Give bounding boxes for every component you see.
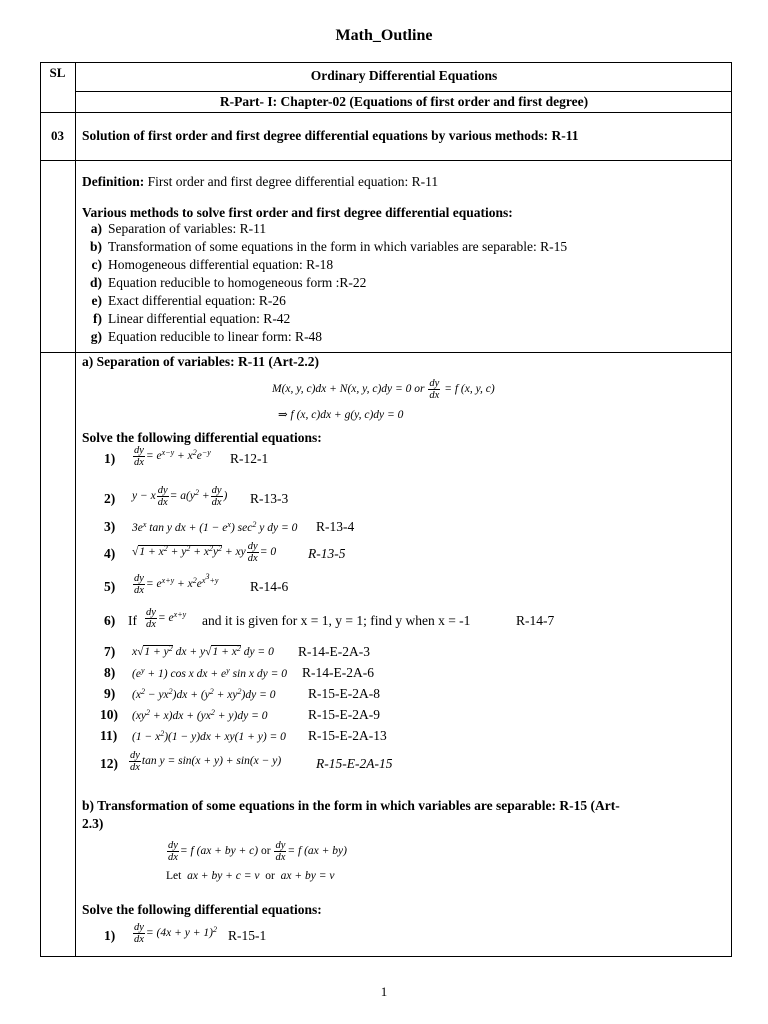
problem-ref: R-12-1 — [230, 451, 269, 466]
problem-equation: y − x $\frac{dy}{dx}$ = $a(y^2$ + $\frac{dy}{dx}$ ) — [132, 485, 228, 509]
problem-ref: R-14-E-2A-3 — [298, 644, 370, 659]
problem-equation: $(1 - x^2)(1 - y)dx + xy(1 + y) = 0$ — [132, 729, 286, 743]
problem-equation: $(x^2 - yx^2)dx + (y^2 + xy^2)dy = 0$ — [132, 687, 276, 701]
method-item: e) Exact differential equation: R-26 — [91, 293, 286, 308]
problem-number: 6) — [104, 613, 116, 628]
problem-ref: R-15-E-2A-8 — [308, 686, 380, 701]
problem-number: 4) — [104, 546, 116, 561]
problem-number: 3) — [104, 519, 116, 534]
section-b-heading-line-2: 2.3) — [82, 816, 104, 831]
part-header: R-Part- I: Chapter-02 (Equations of first order and first degree) — [219, 94, 589, 109]
definition-text: First order and first degree differential equation: R-11 — [147, 174, 439, 189]
table-rule — [76, 91, 732, 92]
method-item: g) Equation reducible to linear form: R-48 — [90, 329, 323, 344]
subject-header: Ordinary Differential Equations — [310, 68, 498, 83]
problem-ref: R-13-5 — [308, 546, 346, 561]
problem-number: 1) — [104, 451, 116, 466]
table-rule — [40, 112, 732, 113]
row-number: 03 — [51, 128, 64, 143]
table-border-top — [40, 62, 732, 63]
problem-ref: R-15-E-2A-9 — [308, 707, 380, 722]
method-item: c) Homogeneous differential equation: R-18 — [91, 257, 334, 272]
method-item: d) Equation reducible to homogeneous form :R-22 — [89, 275, 367, 290]
problem-equation: $\frac{dy}{dx}$ = $e^{x+y}$ — [146, 607, 187, 631]
problem-equation: $√1 + x^2 + y^2 + x^2y^2$ + xy $\frac{dy}{dx}$ = 0 — [132, 541, 277, 565]
sl-header: SL — [49, 65, 66, 80]
problem-number: 5) — [104, 579, 116, 594]
problem-ref: R-15-E-2A-13 — [308, 728, 387, 743]
table-rule — [40, 160, 732, 161]
problem-ref: R-15-1 — [228, 928, 267, 943]
solve-heading-b: Solve the following differential equations: — [82, 902, 322, 917]
table-column-divider — [75, 62, 76, 957]
section-b-formula-1: $\frac{dy}{dx}$ = f (ax + by + c) or $\frac{dy}{dx}$ = f (ax + by) — [168, 840, 347, 864]
section-b-formula-2: Let ax + by + c = v or ax + by = v — [166, 870, 335, 882]
section-a-formula-1: M(x, y, c)dx + N(x, y, c)dy = 0 or $\frac{dy}{dx}$ = f (x, y, c) — [272, 378, 495, 402]
problem-number: 2) — [104, 491, 116, 506]
table-border-right — [731, 62, 732, 957]
problem-equation: $\frac{dy}{dx}$ = $(4x + y + 1)^2$ — [134, 922, 217, 946]
problem-ref: R-13-3 — [250, 491, 289, 506]
section-a-formula-2: ⇒ f (x, c)dx + g(y, c)dy = 0 — [278, 409, 404, 421]
problem-ref: R-14-E-2A-6 — [302, 665, 374, 680]
problem-number: 12) — [100, 756, 118, 771]
problem-equation: $\frac{dy}{dx}$ = $e^{x+y} + x^2e^{x^3+y}$ — [134, 572, 219, 597]
problem-ref: R-14-7 — [516, 613, 555, 628]
problem-6-if: If — [128, 613, 137, 628]
outline-table — [40, 62, 732, 957]
method-item: b) Transformation of some equations in the form in which variables are separable: R-15 — [89, 239, 568, 254]
table-rule — [40, 352, 732, 353]
method-item: f) Linear differential equation: R-42 — [93, 311, 291, 326]
problem-ref: R-15-E-2A-15 — [316, 756, 393, 771]
section-b-heading-line-1: b) Transformation of some equations in the form in which variables are separable: R-15 (Art- — [82, 798, 620, 813]
problem-equation: $(xy^2 + x)dx + (yx^2 + y)dy = 0$ — [132, 708, 268, 722]
document-title: Math_Outline — [335, 27, 433, 44]
problem-number: 7) — [104, 644, 116, 659]
problem-ref: R-13-4 — [316, 519, 355, 534]
section-a-heading: a) Separation of variables: R-11 (Art-2.2) — [82, 354, 319, 369]
problem-equation: $(e^y + 1)$ cos x dx + $e^y$ sin x dy = 0 — [132, 666, 287, 680]
problem-equation: $3e^x$ tan y dx + $(1 - e^x)$ $\sec^2 y$ dy = 0 — [132, 520, 298, 534]
methods-heading: Various methods to solve first order and first degree differential equations: — [82, 205, 513, 220]
problem-number: 10) — [100, 707, 118, 722]
problem-equation: $\frac{dy}{dx}$ = $e^{x-y} + x^2e^{-y}$ — [134, 445, 211, 469]
problem-ref: R-14-6 — [250, 579, 289, 594]
problem-number: 8) — [104, 665, 116, 680]
problem-number: 11) — [100, 728, 118, 743]
definition-label: Definition: — [82, 174, 145, 189]
method-item: a) Separation of variables: R-11 — [90, 221, 267, 236]
problem-equation: $\frac{dy}{dx}$ tan y = sin(x + y) + sin(x − y) — [130, 750, 282, 774]
page-number: 1 — [380, 984, 388, 999]
row-title: Solution of first order and first degree differential equations by various methods: R-11 — [82, 128, 579, 143]
problem-number: 1) — [104, 928, 116, 943]
problem-equation: $x√1 + y^2$ dx + $y√1 + x^2$ dy = 0 — [132, 644, 274, 658]
solve-heading-a: Solve the following differential equations: — [82, 430, 322, 445]
table-border-bottom — [40, 956, 732, 957]
table-border-left — [40, 62, 41, 957]
problem-number: 9) — [104, 686, 116, 701]
definition — [82, 174, 438, 190]
problem-6-text: and it is given for x = 1, y = 1; find y when x = -1 — [202, 613, 471, 628]
